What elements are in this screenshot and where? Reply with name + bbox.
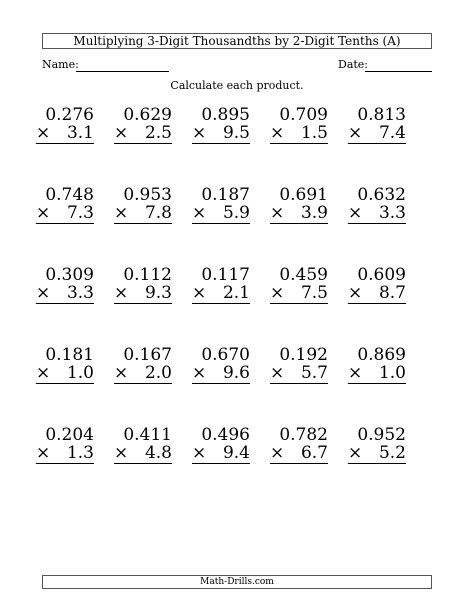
problem-18 xyxy=(192,345,276,426)
multiplier: 5.9 xyxy=(222,203,250,223)
multiplier: 1.0 xyxy=(66,363,94,383)
times-sign: × xyxy=(192,283,207,303)
times-sign: × xyxy=(348,443,363,463)
multiplicand: 0.204 xyxy=(45,425,94,445)
problem-15 xyxy=(348,265,432,346)
times-sign: × xyxy=(270,363,285,383)
multiplier-row xyxy=(114,364,172,384)
times-sign: × xyxy=(36,203,51,223)
footer: Math-Drills.com xyxy=(42,575,432,589)
multiplier: 6.7 xyxy=(300,443,328,463)
multiplier: 7.3 xyxy=(66,203,94,223)
date-line[interactable] xyxy=(365,71,432,72)
multiplier: 5.7 xyxy=(300,363,328,383)
problem-13 xyxy=(192,265,276,346)
multiplier: 9.6 xyxy=(222,363,250,383)
multiplier: 9.3 xyxy=(144,283,172,303)
times-sign: × xyxy=(192,443,207,463)
times-sign: × xyxy=(270,283,285,303)
multiplicand: 0.691 xyxy=(279,185,328,205)
times-sign: × xyxy=(114,363,129,383)
multiplier: 2.1 xyxy=(222,283,250,303)
multiplicand: 0.496 xyxy=(201,425,250,445)
multiplier-row xyxy=(348,204,406,224)
times-sign: × xyxy=(36,283,51,303)
problem-2 xyxy=(114,105,198,186)
multiplier: 1.0 xyxy=(378,363,406,383)
problem-4 xyxy=(270,105,354,186)
multiplicand: 0.181 xyxy=(45,345,94,365)
multiplier: 9.4 xyxy=(222,443,250,463)
multiplier-row xyxy=(348,364,406,384)
multiplier-row xyxy=(270,204,328,224)
multiplier-row xyxy=(36,124,94,144)
multiplicand: 0.895 xyxy=(201,105,250,125)
times-sign: × xyxy=(192,363,207,383)
multiplicand: 0.670 xyxy=(201,345,250,365)
multiplicand: 0.411 xyxy=(123,425,172,445)
instructions: Calculate each product. xyxy=(170,79,304,92)
problem-8 xyxy=(192,185,276,266)
multiplicand: 0.709 xyxy=(279,105,328,125)
multiplier: 2.5 xyxy=(144,123,172,143)
date-label: Date: xyxy=(338,58,369,71)
multiplier: 1.5 xyxy=(300,123,328,143)
multiplicand: 0.629 xyxy=(123,105,172,125)
multiplier-row xyxy=(348,444,406,464)
problem-5 xyxy=(348,105,432,186)
multiplier: 1.3 xyxy=(66,443,94,463)
problem-grid xyxy=(36,105,432,506)
multiplier: 2.0 xyxy=(144,363,172,383)
multiplicand: 0.952 xyxy=(357,425,406,445)
multiplier: 9.5 xyxy=(222,123,250,143)
multiplier: 8.7 xyxy=(378,283,406,303)
multiplicand: 0.192 xyxy=(279,345,328,365)
multiplier: 4.8 xyxy=(144,443,172,463)
multiplier: 7.4 xyxy=(378,123,406,143)
times-sign: × xyxy=(348,123,363,143)
multiplier: 3.3 xyxy=(378,203,406,223)
problem-21 xyxy=(36,425,120,506)
multiplier-row xyxy=(114,204,172,224)
problem-10 xyxy=(348,185,432,266)
multiplicand: 0.748 xyxy=(45,185,94,205)
multiplier-row xyxy=(114,444,172,464)
multiplier-row xyxy=(114,124,172,144)
multiplier-row xyxy=(348,284,406,304)
multiplicand: 0.459 xyxy=(279,265,328,285)
problem-14 xyxy=(270,265,354,346)
multiplier-row xyxy=(36,204,94,224)
times-sign: × xyxy=(36,123,51,143)
problem-22 xyxy=(114,425,198,506)
multiplier-row xyxy=(114,284,172,304)
multiplicand: 0.276 xyxy=(45,105,94,125)
multiplier-row xyxy=(270,444,328,464)
times-sign: × xyxy=(270,443,285,463)
multiplier-row xyxy=(192,364,250,384)
times-sign: × xyxy=(36,443,51,463)
name-label: Name: xyxy=(42,58,79,71)
problem-3 xyxy=(192,105,276,186)
times-sign: × xyxy=(348,203,363,223)
multiplier: 3.9 xyxy=(300,203,328,223)
multiplicand: 0.632 xyxy=(357,185,406,205)
multiplier: 3.3 xyxy=(66,283,94,303)
multiplier-row xyxy=(36,444,94,464)
problem-1 xyxy=(36,105,120,186)
multiplicand: 0.187 xyxy=(201,185,250,205)
times-sign: × xyxy=(114,443,129,463)
times-sign: × xyxy=(114,203,129,223)
problem-24 xyxy=(270,425,354,506)
multiplicand: 0.782 xyxy=(279,425,328,445)
multiplier-row xyxy=(270,364,328,384)
multiplier: 3.1 xyxy=(66,123,94,143)
multiplier-row xyxy=(36,364,94,384)
multiplier: 5.2 xyxy=(378,443,406,463)
problem-11 xyxy=(36,265,120,346)
times-sign: × xyxy=(192,123,207,143)
times-sign: × xyxy=(270,123,285,143)
multiplier: 7.5 xyxy=(300,283,328,303)
multiplicand: 0.117 xyxy=(201,265,250,285)
times-sign: × xyxy=(270,203,285,223)
multiplier-row xyxy=(192,124,250,144)
name-line[interactable] xyxy=(76,71,169,72)
problem-25 xyxy=(348,425,432,506)
multiplier-row xyxy=(192,204,250,224)
problem-7 xyxy=(114,185,198,266)
multiplier-row xyxy=(348,124,406,144)
problem-16 xyxy=(36,345,120,426)
times-sign: × xyxy=(192,203,207,223)
problem-20 xyxy=(348,345,432,426)
multiplicand: 0.112 xyxy=(123,265,172,285)
times-sign: × xyxy=(348,283,363,303)
multiplier: 7.8 xyxy=(144,203,172,223)
multiplier-row xyxy=(36,284,94,304)
multiplicand: 0.813 xyxy=(357,105,406,125)
problem-17 xyxy=(114,345,198,426)
multiplier-row xyxy=(192,444,250,464)
problem-6 xyxy=(36,185,120,266)
problem-9 xyxy=(270,185,354,266)
multiplicand: 0.869 xyxy=(357,345,406,365)
times-sign: × xyxy=(36,363,51,383)
worksheet-title: Multiplying 3-Digit Thousandths by 2-Digit Tenths (A) xyxy=(42,33,432,49)
times-sign: × xyxy=(114,283,129,303)
multiplicand: 0.309 xyxy=(45,265,94,285)
multiplicand: 0.167 xyxy=(123,345,172,365)
multiplier-row xyxy=(270,124,328,144)
multiplicand: 0.609 xyxy=(357,265,406,285)
multiplier-row xyxy=(270,284,328,304)
problem-23 xyxy=(192,425,276,506)
problem-19 xyxy=(270,345,354,426)
multiplicand: 0.953 xyxy=(123,185,172,205)
problem-12 xyxy=(114,265,198,346)
times-sign: × xyxy=(348,363,363,383)
multiplier-row xyxy=(192,284,250,304)
times-sign: × xyxy=(114,123,129,143)
